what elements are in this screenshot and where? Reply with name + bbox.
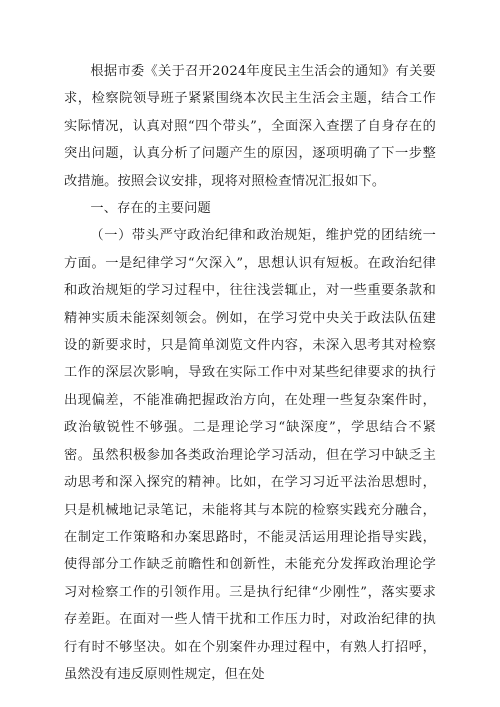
intro-paragraph: 根据市委《关于召开2024年度民主生活会的通知》有关要求，检察院领导班子紧紧围绕本次民主生活会主题，结合工作实际情况，认真对照“四个带头”，全面深入查摆了自身存在的突出问题，认真分析了问题产生的原因，逐项明确了下一步整改措施。按照会议安排，现将对照检查情况汇报如下。 (64, 64, 436, 189)
section-heading: 一、存在的主要问题 (90, 201, 211, 217)
body-paragraph: （一）带头严守政治纪律和政治规矩，维护党的团结统一方面。一是纪律学习“欠深入”，思想认识有短板。在政治纪律和政治规矩的学习过程中，往往浅尝辄止，对一些重要条款和精神实质未能深刻领会。例如，在学习党中央关于政法队伍建设的新要求时，只是简单浏览文件内容，未深入思考其对检察工作的深层次影响，导致在实际工作中对某些纪律要求的执行出现偏差，不能准确把握政治方向，在处理一些复杂案件时，政治敏锐性不够强。二是理论学习“缺深度”，学思结合不紧密。虽然积极参加各类政治理论学习活动，但在学习中缺乏主动思考和深入探究的精神。比如，在学习习近平法治思想时，只是机械地记录笔记，未能将其与本院的检察实践充分融合，在制定工作策略和办案思路时，不能灵活运用理论指导实践，使得部分工作缺乏前瞻性和创新性，未能充分发挥政治理论学习对检察工作的引领作用。三是执行纪律“少刚性”，落实要求存差距。在面对一些人情干扰和工作压力时，对政治纪律的执行有时不够坚决。如在个别案件办理过程中，有熟人打招呼，虽然没有违反原则性规定，但在处 (64, 228, 436, 682)
